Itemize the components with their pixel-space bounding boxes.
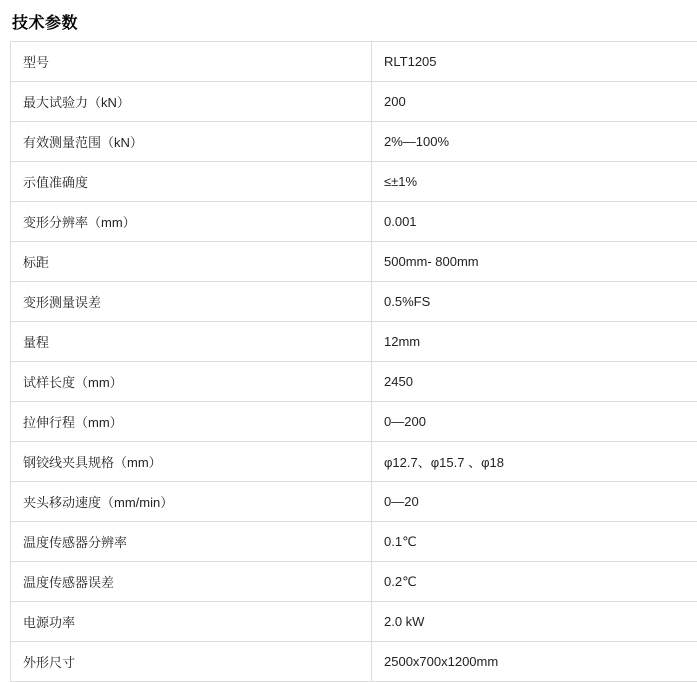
table-row <box>11 602 697 642</box>
param-value-cell: 0—20 <box>372 482 697 522</box>
param-value-cell: 200 <box>372 82 697 122</box>
table-row <box>11 122 697 162</box>
param-value-cell: 0.001 <box>372 202 697 242</box>
param-name-cell: 试样长度（mm） <box>11 362 372 402</box>
table-row <box>11 322 697 362</box>
table-row <box>11 162 697 202</box>
param-value-cell: 2450 <box>372 362 697 402</box>
param-value-cell: ≤±1% <box>372 162 697 202</box>
table-row <box>11 642 697 682</box>
table-row <box>11 82 697 122</box>
param-value-cell: 0.1℃ <box>372 522 697 562</box>
param-name-cell: 夹头移动速度（mm/min） <box>11 482 372 522</box>
param-name-cell: 变形测量误差 <box>11 282 372 322</box>
table-row <box>11 522 697 562</box>
table-row <box>11 282 697 322</box>
param-value-cell: 0—200 <box>372 402 697 442</box>
param-name-cell: 外形尺寸 <box>11 642 372 682</box>
table-row <box>11 442 697 482</box>
param-value-cell: 2%—100% <box>372 122 697 162</box>
param-name-cell: 电源功率 <box>11 602 372 642</box>
param-value-cell: 12mm <box>372 322 697 362</box>
table-row <box>11 242 697 282</box>
table-row <box>11 482 697 522</box>
param-name-cell: 温度传感器分辨率 <box>11 522 372 562</box>
technical-parameters-table <box>10 41 697 682</box>
param-name-cell: 有效测量范围（kN） <box>11 122 372 162</box>
table-body <box>11 42 697 682</box>
page-title: 技术参数 <box>12 10 687 33</box>
param-name-cell: 拉伸行程（mm） <box>11 402 372 442</box>
param-value-cell: 0.2℃ <box>372 562 697 602</box>
table-row <box>11 42 697 82</box>
param-value-cell: 500mm- 800mm <box>372 242 697 282</box>
param-value-cell: 2.0 kW <box>372 602 697 642</box>
param-name-cell: 示值准确度 <box>11 162 372 202</box>
param-value-cell: RLT1205 <box>372 42 697 82</box>
param-name-cell: 型号 <box>11 42 372 82</box>
param-name-cell: 变形分辨率（mm） <box>11 202 372 242</box>
param-name-cell: 标距 <box>11 242 372 282</box>
param-name-cell: 钢铰线夹具规格（mm） <box>11 442 372 482</box>
param-value-cell: 0.5%FS <box>372 282 697 322</box>
param-value-cell: 2500x700x1200mm <box>372 642 697 682</box>
param-name-cell: 量程 <box>11 322 372 362</box>
param-name-cell: 温度传感器误差 <box>11 562 372 602</box>
table-row <box>11 202 697 242</box>
param-name-cell: 最大试验力（kN） <box>11 82 372 122</box>
table-row <box>11 362 697 402</box>
param-value-cell: φ12.7、φ15.7 、φ18 <box>372 442 697 482</box>
table-row <box>11 562 697 602</box>
table-row <box>11 402 697 442</box>
